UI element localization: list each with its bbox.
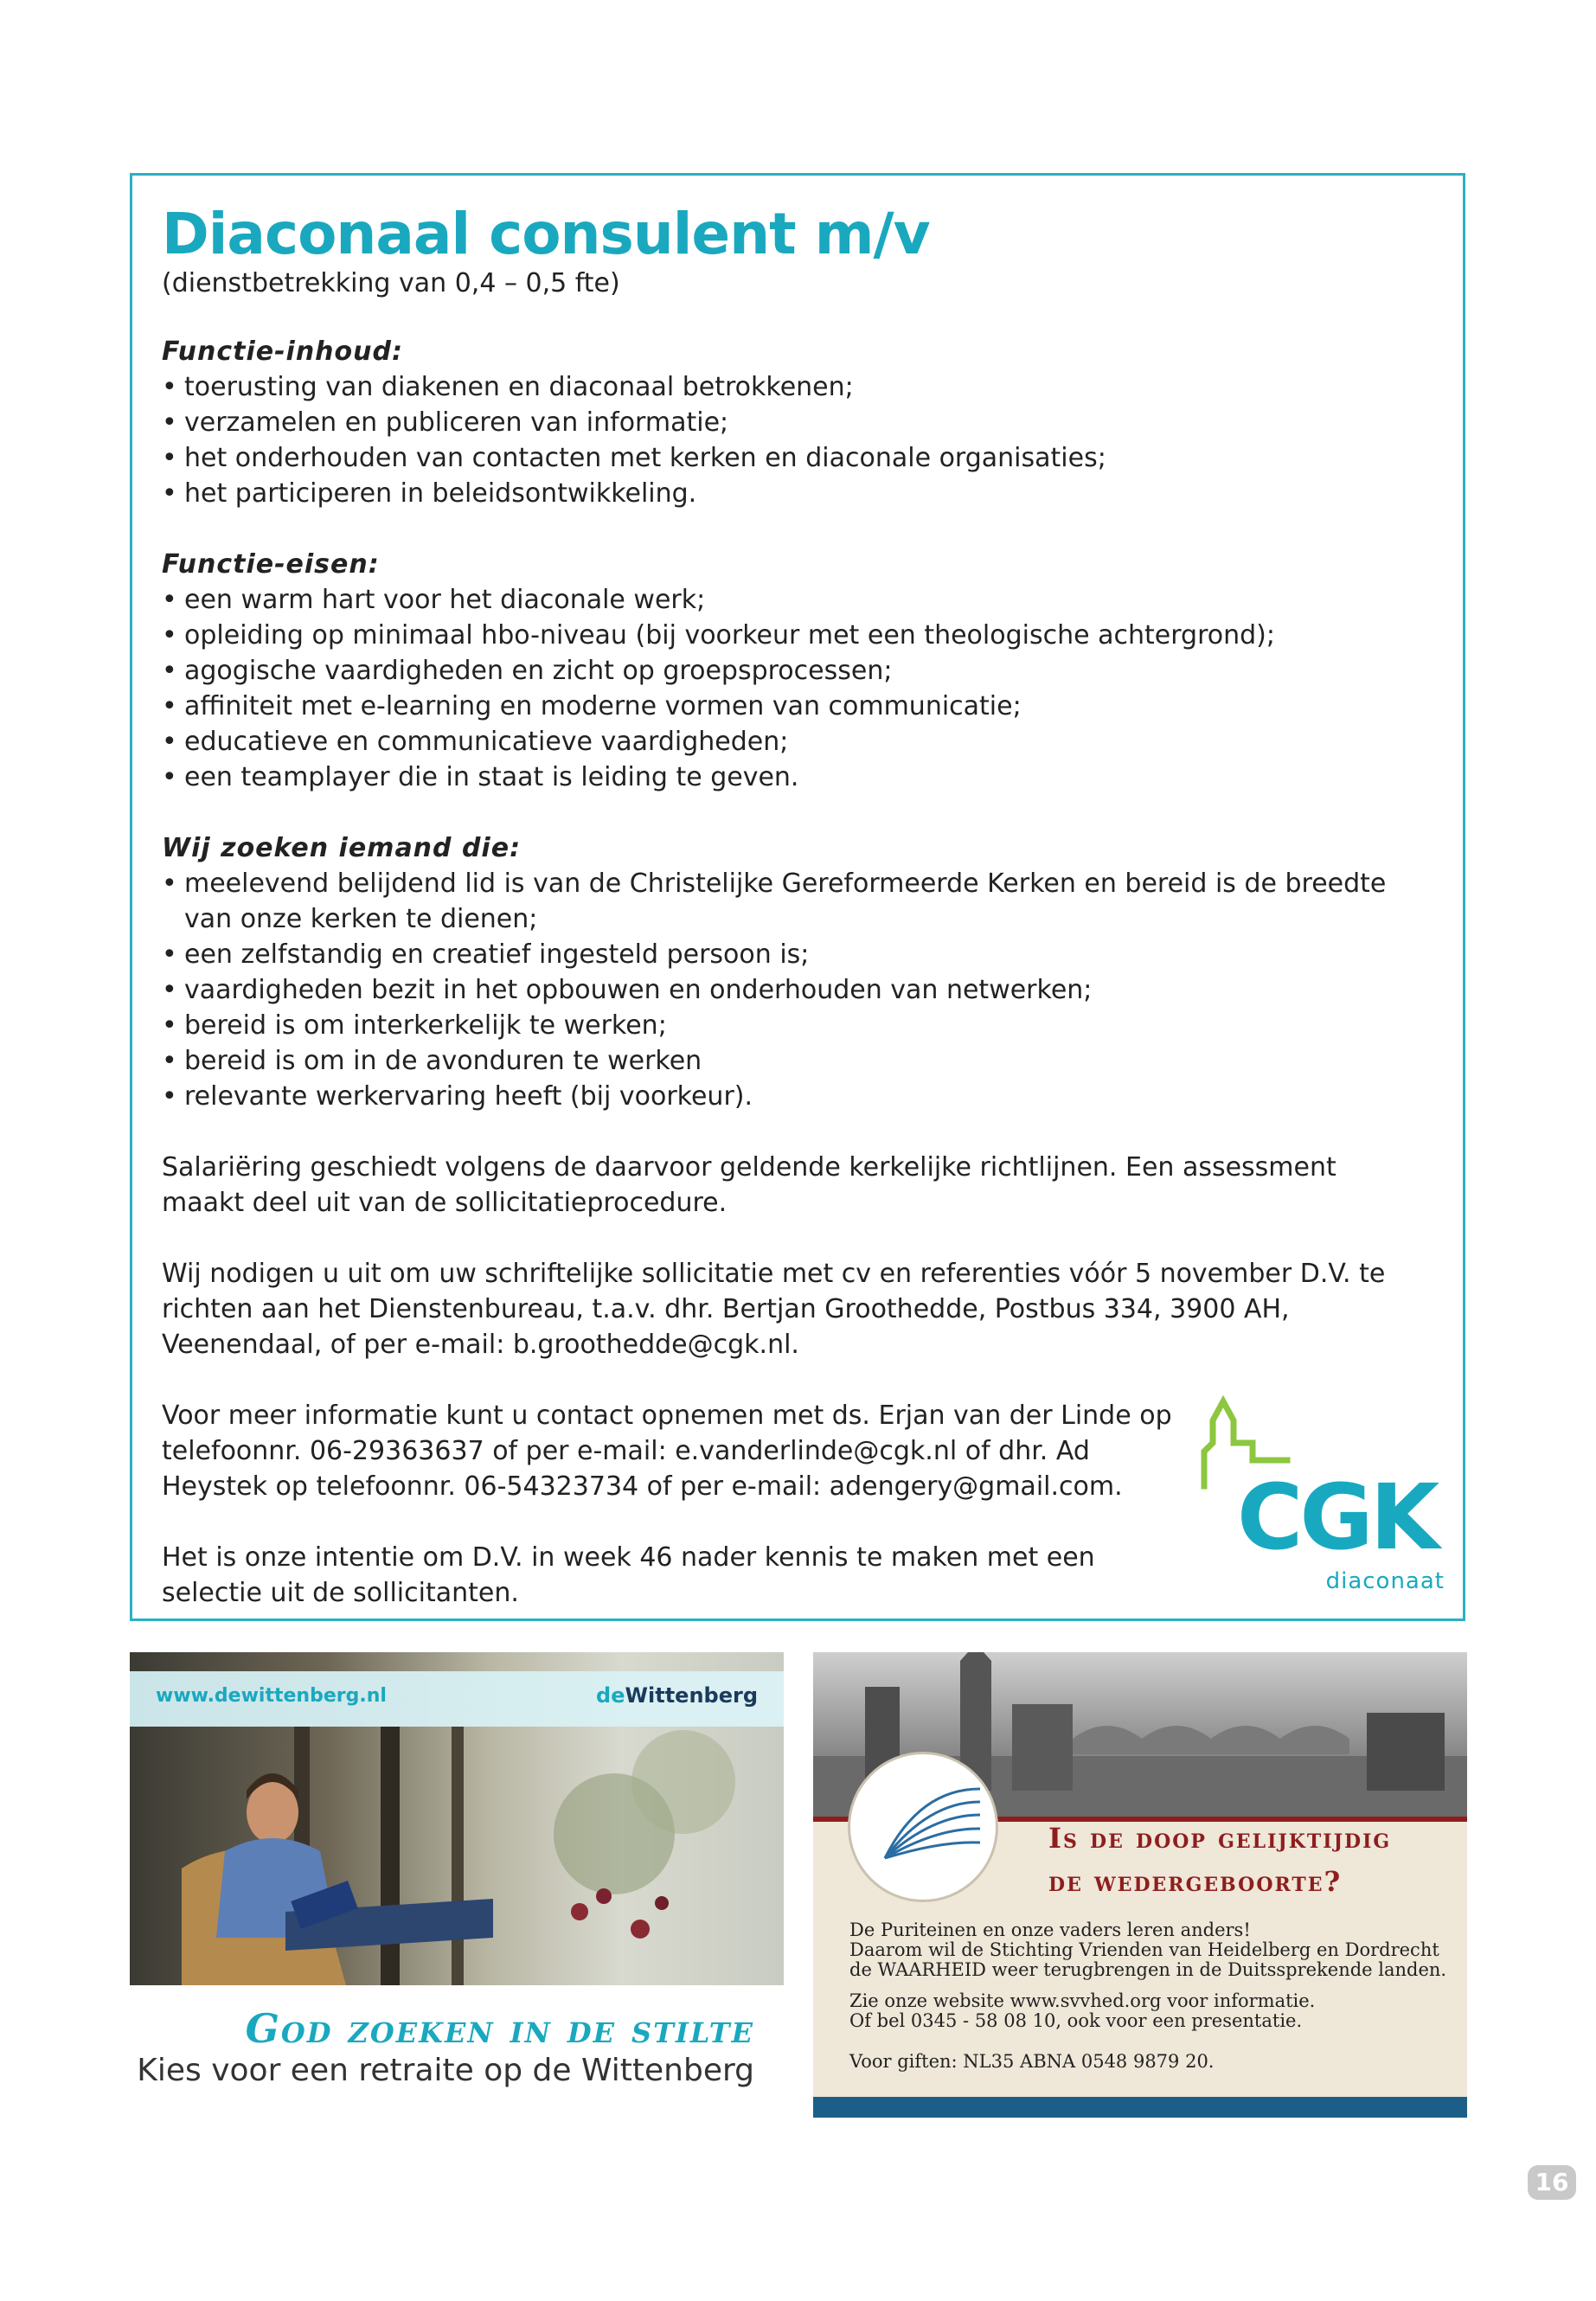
list-item: • vaardigheden bezit in het opbouwen en onderhouden van netwerken; bbox=[162, 972, 1425, 1008]
vacancy-subtitle: (dienstbetrekking van 0,4 – 0,5 fte) bbox=[162, 268, 620, 298]
wittenberg-headline: God zoeken in de stilte bbox=[245, 2005, 754, 2052]
list-item: • het onderhouden van contacten met kerken en diaconale organisaties; bbox=[162, 440, 1425, 476]
list-item: • een teamplayer die in staat is leiding te geven. bbox=[162, 760, 1425, 795]
application-paragraph: Wij nodigen u uit om uw schriftelijke sollicitatie met cv en referenties vóór 5 november D.V. te richten aan het Dienstenbureau, t.a.v. dhr. Bertjan Groothedde, Postbus 334, 3900 AH, Veenendaal, of per e-mail: b.groothedde@cgk.nl. bbox=[162, 1259, 1386, 1360]
question-line-1: Is de doop gelijktijdig bbox=[1048, 1822, 1392, 1855]
list-item: • opleiding op minimaal hbo-niveau (bij voorkeur met een theologische achtergrond); bbox=[162, 618, 1425, 653]
wittenberg-subline: Kies voor een retraite op de Wittenberg bbox=[137, 2053, 754, 2088]
ad-wittenberg bbox=[130, 1652, 784, 2102]
vacancy-title: Diaconaal consulent m/v bbox=[162, 201, 930, 267]
wittenberg-url: www.dewittenberg.nl bbox=[156, 1685, 387, 1707]
section-heading-functie-eisen: Functie-eisen: bbox=[162, 549, 380, 580]
list-item: • bereid is om in de avonduren te werken bbox=[162, 1043, 1425, 1079]
svvhed-text-line: Zie onze website www.svvhed.org voor informatie. bbox=[849, 1990, 1316, 2011]
svvhed-text-line: Of bel 0345 - 58 08 10, ook voor een presentatie. bbox=[849, 2010, 1303, 2031]
list-item: • educatieve en communicatieve vaardigheden; bbox=[162, 724, 1425, 760]
cgk-wordmark: CGK bbox=[1237, 1465, 1437, 1570]
functie-inhoud-list bbox=[162, 369, 1425, 511]
question-line-2: de wedergeboorte? bbox=[1048, 1865, 1343, 1898]
cgk-subtitle: diaconaat bbox=[1325, 1568, 1445, 1594]
wittenberg-logo bbox=[596, 1683, 758, 1708]
svvhed-text-line: de WAARHEID weer terugbrengen in de Duitssprekende landen. bbox=[849, 1959, 1447, 1980]
logo-prefix: de bbox=[596, 1683, 625, 1708]
contact-paragraph: Voor meer informatie kunt u contact opnemen met ds. Erjan van der Linde op telefoonnr. 06-29363637 of per e-mail: e.vanderlinde@cgk.nl of dhr. Ad Heystek op telefoonnr. 06-54323734 of per e-mail: adengery@gmail.com. bbox=[162, 1400, 1172, 1502]
section-heading-wij-zoeken: Wij zoeken iemand die: bbox=[162, 833, 522, 863]
list-item: • affiniteit met e-learning en moderne vormen van communicatie; bbox=[162, 689, 1425, 724]
blue-footer-bar bbox=[813, 2097, 1467, 2118]
cgk-logo bbox=[1194, 1394, 1445, 1595]
svvhed-question bbox=[1048, 1817, 1446, 1903]
list-item: • toerusting van diakenen en diaconaal betrokkenen; bbox=[162, 369, 1425, 405]
logo-name: Wittenberg bbox=[625, 1683, 758, 1708]
svvhed-text-line: Daarom wil de Stichting Vrienden van Heidelberg en Dordrecht bbox=[849, 1939, 1439, 1960]
list-item: • een warm hart voor het diaconale werk; bbox=[162, 582, 1425, 618]
functie-eisen-list bbox=[162, 582, 1425, 795]
list-item: • een zelfstandig en creatief ingesteld persoon is; bbox=[162, 937, 1425, 972]
intention-paragraph: Het is onze intentie om D.V. in week 46 nader kennis te maken met een selectie uit de sollicitanten. bbox=[162, 1542, 1095, 1608]
list-item: • bereid is om interkerkelijk te werken; bbox=[162, 1008, 1425, 1043]
feather-lines-icon bbox=[850, 1754, 996, 1900]
list-item: • relevante werkervaring heeft (bij voorkeur). bbox=[162, 1079, 1425, 1114]
list-item: • meelevend belijdend lid is van de Christelijke Gereformeerde Kerken en bereid is de breedte van onze kerken te dienen; bbox=[162, 866, 1425, 937]
wij-zoeken-list bbox=[162, 866, 1425, 1114]
section-heading-functie-inhoud: Functie-inhoud: bbox=[162, 336, 403, 367]
svvhed-emblem bbox=[848, 1752, 998, 1902]
list-item: • het participeren in beleidsontwikkeling. bbox=[162, 476, 1425, 511]
ad-svvhed bbox=[813, 1652, 1467, 2118]
svvhed-text-line: De Puriteinen en onze vaders leren anders! bbox=[849, 1920, 1251, 1940]
list-item: • verzamelen en publiceren van informatie; bbox=[162, 405, 1425, 440]
salary-paragraph: Salariëring geschiedt volgens de daarvoor geldende kerkelijke richtlijnen. Een assessment maakt deel uit van de sollicitatieprocedure. bbox=[162, 1152, 1336, 1218]
list-item: • agogische vaardigheden en zicht op groepsprocessen; bbox=[162, 653, 1425, 689]
page-number: 16 bbox=[1528, 2165, 1576, 2200]
retreat-photo bbox=[130, 1652, 784, 1985]
svvhed-text-line: Voor giften: NL35 ABNA 0548 9879 20. bbox=[849, 2051, 1215, 2072]
